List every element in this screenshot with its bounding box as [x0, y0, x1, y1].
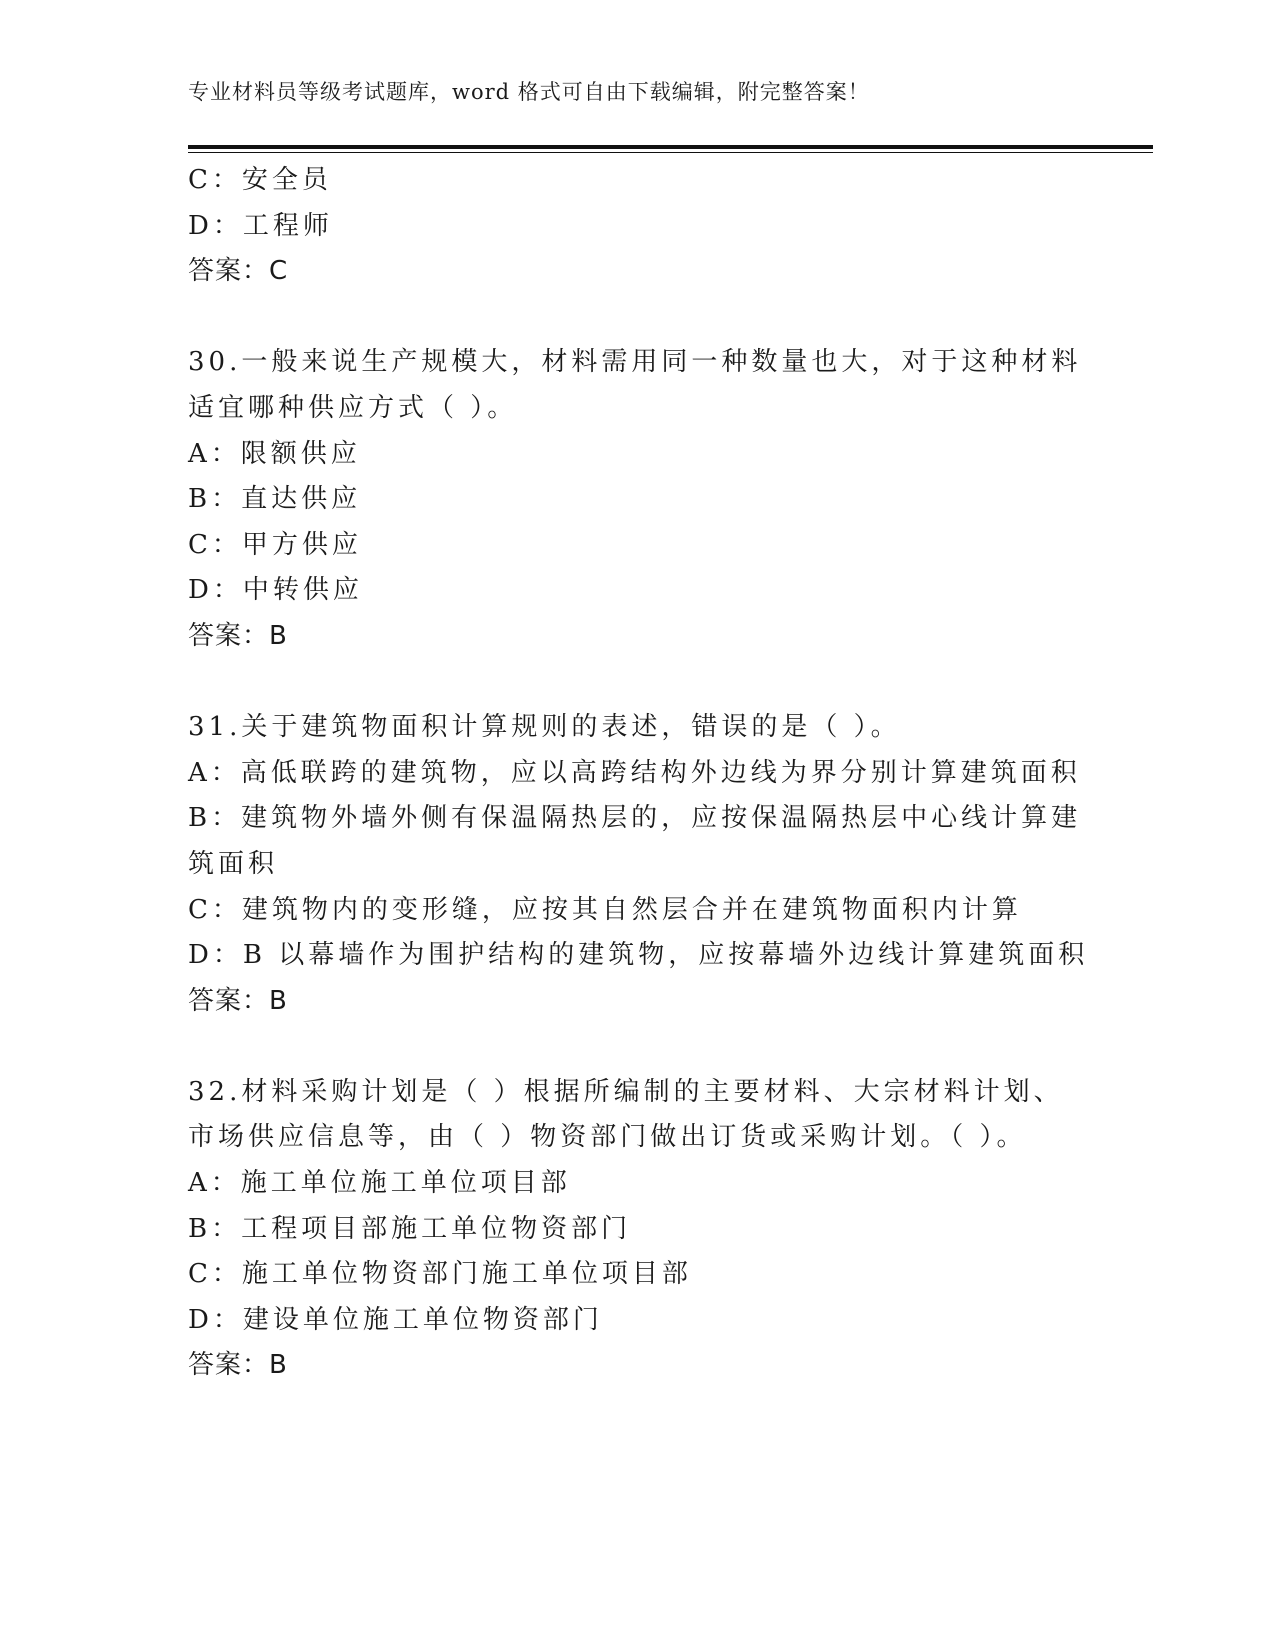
option-c: C：甲方供应 — [188, 529, 362, 560]
question-list — [188, 158, 1088, 1389]
header-rule-thick — [188, 145, 1153, 149]
question-stem: 30.一般来说生产规模大，材料需用同一种数量也大，对于这种材料适宜哪种供应方式（ ）。 — [188, 347, 1082, 423]
question-stem: 32.材料采购计划是（ ）根据所编制的主要材料、大宗材料计划、市场供应信息等，由（ ）物资部门做出订货或采购计划。（ ）。 — [188, 1076, 1064, 1153]
option-c: C：施工单位物资部门施工单位项目部 — [188, 1259, 692, 1290]
spacer — [188, 295, 1088, 341]
spacer — [188, 1024, 1088, 1070]
header-rule-thin — [188, 152, 1153, 153]
option-b: B：直达供应 — [188, 484, 362, 515]
answer: 答案：B — [188, 1350, 288, 1381]
option-c: C：建筑物内的变形缝，应按其自然层合并在建筑物面积内计算 — [188, 894, 1022, 925]
option-d: D：中转供应 — [188, 575, 363, 606]
question-32 — [188, 1070, 1088, 1389]
option-d: D：B 以幕墙作为围护结构的建筑物，应按幕墙外边线计算建筑面积 — [188, 940, 1089, 971]
option-d: D：工程师 — [188, 210, 333, 241]
option-d: D：建设单位施工单位物资部门 — [188, 1304, 603, 1335]
answer: 答案：B — [188, 985, 288, 1016]
option-a: A：高低联跨的建筑物，应以高跨结构外边线为界分别计算建筑面积 — [188, 757, 1081, 788]
option-c: C：安全员 — [188, 165, 332, 195]
answer: 答案：C — [188, 256, 289, 287]
option-a: A：施工单位施工单位项目部 — [188, 1168, 571, 1199]
answer: 答案：B — [188, 620, 288, 651]
option-b: B：工程项目部施工单位物资部门 — [188, 1213, 632, 1244]
question-30 — [188, 340, 1088, 659]
question-stem: 31.关于建筑物面积计算规则的表述，错误的是（ ）。 — [188, 712, 901, 743]
question-31 — [188, 705, 1088, 1024]
spacer — [188, 660, 1088, 706]
option-b: B：建筑物外墙外侧有保温隔热层的，应按保温隔热层中心线计算建筑面积 — [188, 803, 1082, 879]
question-29-tail — [188, 158, 1088, 295]
option-a: A：限额供应 — [188, 438, 361, 469]
page-header: 专业材料员等级考试题库，word 格式可自由下载编辑，附完整答案！ — [188, 80, 870, 104]
